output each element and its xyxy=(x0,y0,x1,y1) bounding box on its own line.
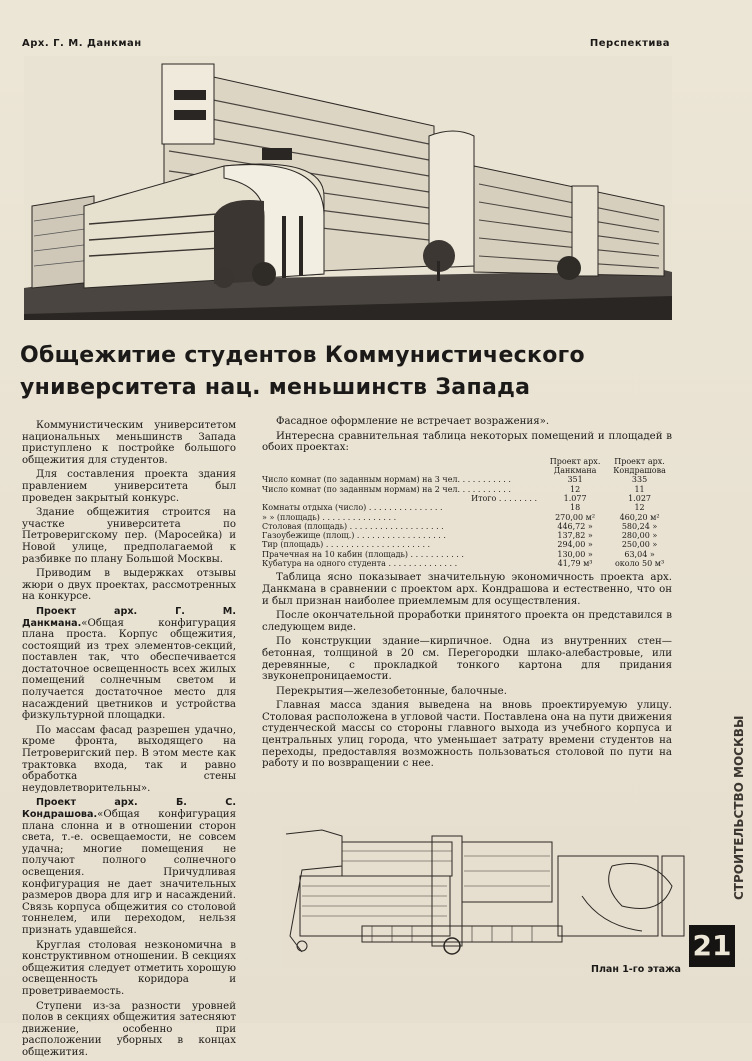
margin-text: СТРОИТЕЛЬСТВО МОСКВЫ xyxy=(732,715,746,900)
left-paragraph: Для составления проекта здания правлением университета был проведен закрытый конкурс. xyxy=(22,469,236,504)
title-line-2: университета нац. меньшинств Запада xyxy=(20,375,531,400)
floor-plan-drawing xyxy=(282,826,690,968)
right-paragraph: Таблица ясно показывает значительную экономичность проекта арх. Данкмана в сравнении с проектом арх. Кондрашова и естественно, что он и был признан наиболее приемлемым для осуществления. xyxy=(262,572,672,607)
left-paragraph: Круглая столовая незкономична в конструктивном отношении. В секциях общежития следует отметить хорошую освещенность коридора и проветриваемость. xyxy=(22,939,236,997)
cell-value: 1.077 xyxy=(563,493,587,503)
table-row xyxy=(262,513,672,522)
right-paragraph: Фасадное оформление не встречает возражения». xyxy=(276,416,550,427)
right-paragraph: После окончательной проработки принятого проекта он представился в следующем виде. xyxy=(262,610,672,633)
row-label: Число комнат (по заданным нормам) на 3 чел. . . . . . . . . . . xyxy=(262,475,511,485)
right-paragraph: Интересна сравнительная таблица некоторых помещений и площадей в обоих проектах: xyxy=(262,430,672,454)
cell-value: 41,79 м³ xyxy=(557,559,593,569)
cell-value: 1.027 xyxy=(628,493,651,503)
table-row xyxy=(262,475,672,484)
row-label: » » (площадь) . . . . . . . . . . . . . . . xyxy=(262,512,397,522)
cell-value: 11 xyxy=(634,484,645,494)
cell-value: 137,82 » xyxy=(557,531,593,541)
cell-value: 446,72 » xyxy=(557,521,593,531)
page-number: 21 xyxy=(689,925,735,967)
project2-review xyxy=(22,797,236,936)
left-paragraph: Ступени из-за разности уровней полов в секциях общежития затесняют движение, особенно при расположении уборных в концах общежития. xyxy=(22,1000,236,1058)
right-paragraph: Перекрытия—железобетонные, балочные. xyxy=(276,685,507,697)
cell-value: 294,00 » xyxy=(557,540,593,550)
table-row xyxy=(262,503,672,512)
project1-heading: Проект арх. Г. М. Данкмана. xyxy=(22,605,236,629)
row-label: Число комнат (по заданным нормам) на 2 чел. . . . . . . . . . . xyxy=(262,484,511,494)
cell-value: 130,00 » xyxy=(557,549,593,559)
cell-value: 12 xyxy=(569,484,581,494)
table-header-row xyxy=(262,457,672,476)
cell-value: 351 xyxy=(567,475,583,485)
project1-text: «Общая конфигурация плана проста. Корпус общежития, состоящий из трех элементов-секций, поставлен так, что обеспечивается достаточное освещенность всех жилых помещений солнечным светом и получается достаточное место для насаждений цветников и устройства физкультурной площадки. xyxy=(22,617,236,722)
project2-heading: Проект арх. Б. С. Кондрашова. xyxy=(22,797,236,820)
building-perspective-drawing xyxy=(24,56,672,320)
table-row xyxy=(262,559,672,568)
cell-value: 12 xyxy=(634,503,645,513)
table-row xyxy=(262,494,672,503)
section-header: Перспектива xyxy=(589,38,670,49)
comparison-table xyxy=(262,457,672,569)
table-row xyxy=(262,540,672,549)
plan-caption: План 1-го этажа xyxy=(591,964,681,975)
column-header: Проект арх. Данкмана xyxy=(549,456,601,476)
row-label: Кубатура на одного студента . . . . . . . . . . . . . . xyxy=(262,559,458,569)
cell-value: 335 xyxy=(631,475,648,485)
row-label: Столовая (площадь) . . . . . . . . . . . . . . . . . . . xyxy=(262,521,444,531)
row-label: Комнаты отдыха (число) . . . . . . . . . . . . . . . xyxy=(262,503,443,513)
left-column xyxy=(22,420,236,1061)
left-paragraph: По массам фасад разрешен удачно, кроме фронта, выходящего на Петроверигский пер. В этом месте как трактовка входа, так и равно обработка стены неудовлетворительны». xyxy=(22,724,236,794)
column-header: Проект арх. Кондрашова xyxy=(613,456,666,476)
left-paragraph: Здание общежития строится на участке университета по Петроверигскому пер. (Маросейка) и Новой улице, предполагаемой к разбивке по плану Большой Москвы. xyxy=(22,507,236,565)
left-paragraph: Коммунистическим университетом национальных меньшинств Запада приступлено к постройке большого общежития для студентов. xyxy=(22,420,236,466)
row-label: Прачечная на 10 кабин (площадь) . . . . . . . . . . . xyxy=(262,549,464,559)
table-row xyxy=(262,531,672,540)
project2-text: «Общая конфигурация плана слонна и в отношении сторон света, т.-е. освещаемости, не совсем удачна; многие помещения не получают полного солнечного освещения. Причудливая конфигурация не дает значительных размеров двора для игр и насаждений. Связь корпуса общежития со столовой тоннелем, или переходом, нельзя признать удавшейся. xyxy=(22,809,236,936)
table-row xyxy=(262,485,672,494)
cell-value: 250,00 » xyxy=(621,540,658,550)
right-paragraph: По конструкции здание—кирпичное. Одна из внутренних стен—бетонная, толщиной в 20 см. Перегородки шлако-алебастровые, или деревянные, с прокладкой тонкого картона для придания звуконепроницаемости. xyxy=(262,636,672,683)
author-header: Арх. Г. М. Данкман xyxy=(22,38,142,49)
row-label: Газоубежище (площ.) . . . . . . . . . . . . . . . . . . xyxy=(262,531,446,541)
cell-value: 270,00 м² xyxy=(555,512,596,522)
table-row xyxy=(262,550,672,559)
right-column xyxy=(262,416,672,773)
row-label: Тир (площадь) . . . . . . . . . . . . . . . . . . . . . xyxy=(262,540,431,550)
table-row xyxy=(262,522,672,531)
cell-value: 580,24 » xyxy=(621,521,658,531)
project1-review xyxy=(22,606,236,722)
cell-value: около 50 м³ xyxy=(614,559,665,569)
left-paragraph: Приводим в выдержках отзывы жюри о двух проектах, рассмотренных на конкурсе. xyxy=(22,568,236,603)
cell-value: 63,04 » xyxy=(624,549,655,559)
title-line-1: Общежитие студентов Коммунистического xyxy=(20,343,585,368)
article-title xyxy=(20,340,660,404)
cell-value: 460,20 м² xyxy=(619,512,660,522)
right-paragraph: Главная масса здания выведена на вновь проектируемую улицу. Столовая расположена в угловой части. Поставлена она на пути движения студенческой массы со стороны главного выхода из учебного корпуса и центральных улиц города, что уменьшает затрату времени студентов на переходы, предоставляя возможность пользоваться столовой по пути на работу и по возвращении с нее. xyxy=(262,700,672,770)
row-label: Итого . . . . . . . . xyxy=(471,493,538,503)
cell-value: 18 xyxy=(569,503,581,513)
cell-value: 280,00 » xyxy=(621,531,658,541)
margin-edge xyxy=(730,180,746,920)
